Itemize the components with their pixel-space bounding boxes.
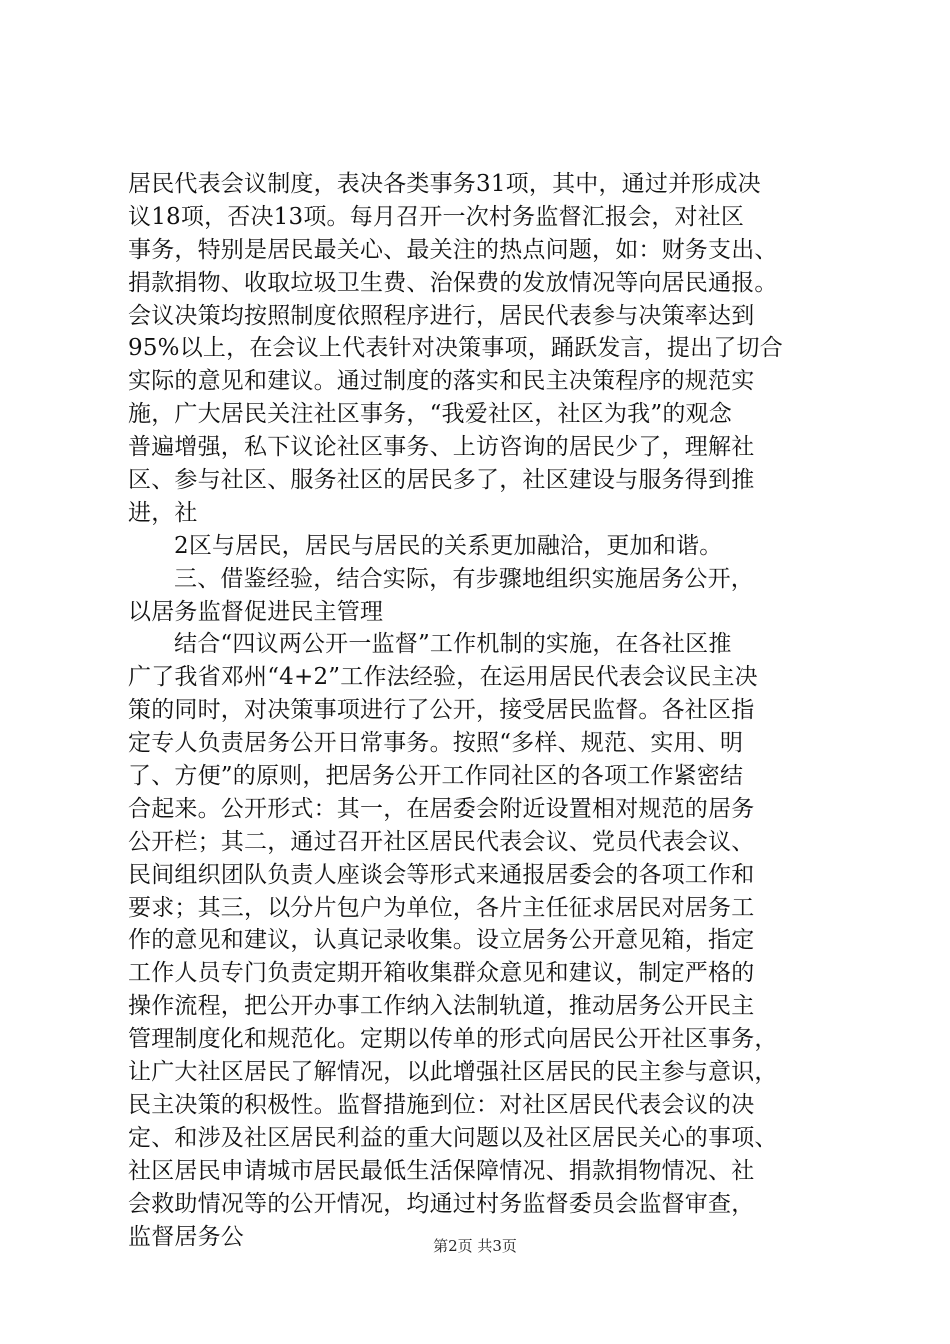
text-line: 定、和涉及社区居民利益的重大问题以及社区居民关心的事项、 (128, 1124, 778, 1151)
text-line: 会救助情况等的公开情况，均通过村务监督委员会监督审查， (128, 1190, 755, 1217)
text-line: 要求；其三，以分片包户为单位，各片主任征求居民对居务工 (128, 894, 755, 921)
text-line: 会议决策均按照制度依照程序进行，居民代表参与决策率达到 (128, 302, 755, 329)
text-line: 结合“四议两公开一监督”工作机制的实施，在各社区推 (174, 631, 732, 658)
text-line: 监督居务公 (128, 1223, 244, 1250)
text-line: 定专人负责居务公开日常事务。按照“多样、规范、实用、明 (128, 730, 744, 757)
section-heading-line: 以居务监督促进民主管理 (128, 598, 384, 625)
text-line: 作的意见和建议，认真记录收集。设立居务公开意见箱，指定 (128, 927, 755, 954)
text-line: 民主决策的积极性。监督措施到位：对社区居民代表会议的决 (128, 1091, 755, 1118)
text-line: 公开栏；其二，通过召开社区居民代表会议、党员代表会议、 (128, 828, 755, 855)
body-text (128, 168, 868, 1253)
text-line: 普遍增强，私下议论社区事务、上访咨询的居民少了，理解社 (128, 434, 755, 461)
page-footer (0, 1236, 950, 1256)
text-line: 操作流程，把公开办事工作纳入法制轨道，推动居务公开民主 (128, 993, 755, 1020)
text-line: 民间组织团队负责人座谈会等形式来通报居委会的各项工作和 (128, 861, 755, 888)
text-line: 2区与居民，居民与居民的关系更加融洽，更加和谐。 (174, 532, 723, 559)
section-heading-line: 三、借鉴经验，结合实际，有步骤地组织实施居务公开， (174, 565, 754, 592)
text-line: 让广大社区居民了解情况，以此增强社区居民的民主参与意识， (128, 1059, 778, 1086)
text-line: 合起来。公开形式：其一，在居委会附近设置相对规范的居务 (128, 795, 755, 822)
text-line: 社区居民申请城市居民最低生活保障情况、捐款捐物情况、社 (128, 1157, 755, 1184)
text-line: 捐款捐物、收取垃圾卫生费、治保费的发放情况等向居民通报。 (128, 269, 778, 296)
text-line: 广了我省邓州“4+2”工作法经验，在运用居民代表会议民主决 (128, 664, 758, 691)
text-line: 实际的意见和建议。通过制度的落实和民主决策程序的规范实 (128, 368, 755, 395)
page-number-label: 第2页 共3页 (433, 1237, 517, 1255)
text-line: 工作人员专门负责定期开箱收集群众意见和建议，制定严格的 (128, 960, 755, 987)
text-line: 事务，特别是居民最关心、最关注的热点问题，如：财务支出、 (128, 236, 778, 263)
text-line: 策的同时，对决策事项进行了公开，接受居民监督。各社区指 (128, 697, 755, 724)
text-line: 进，社 (128, 499, 198, 526)
text-line: 施，广大居民关注社区事务，“我爱社区，社区为我”的观念 (128, 401, 732, 428)
text-line: 了、方便”的原则，把居务公开工作同社区的各项工作紧密结 (128, 763, 744, 790)
text-line: 居民代表会议制度，表决各类事务31项，其中，通过并形成决 (128, 171, 761, 197)
text-line: 95%以上，在会议上代表针对决策事项，踊跃发言，提出了切合 (128, 335, 783, 362)
text-line: 区、参与社区、服务社区的居民多了，社区建设与服务得到推 (128, 467, 755, 494)
text-line: 议18项，否决13项。每月召开一次村务监督汇报会，对社区 (128, 203, 745, 230)
text-line: 管理制度化和规范化。定期以传单的形式向居民公开社区事务， (128, 1026, 778, 1053)
